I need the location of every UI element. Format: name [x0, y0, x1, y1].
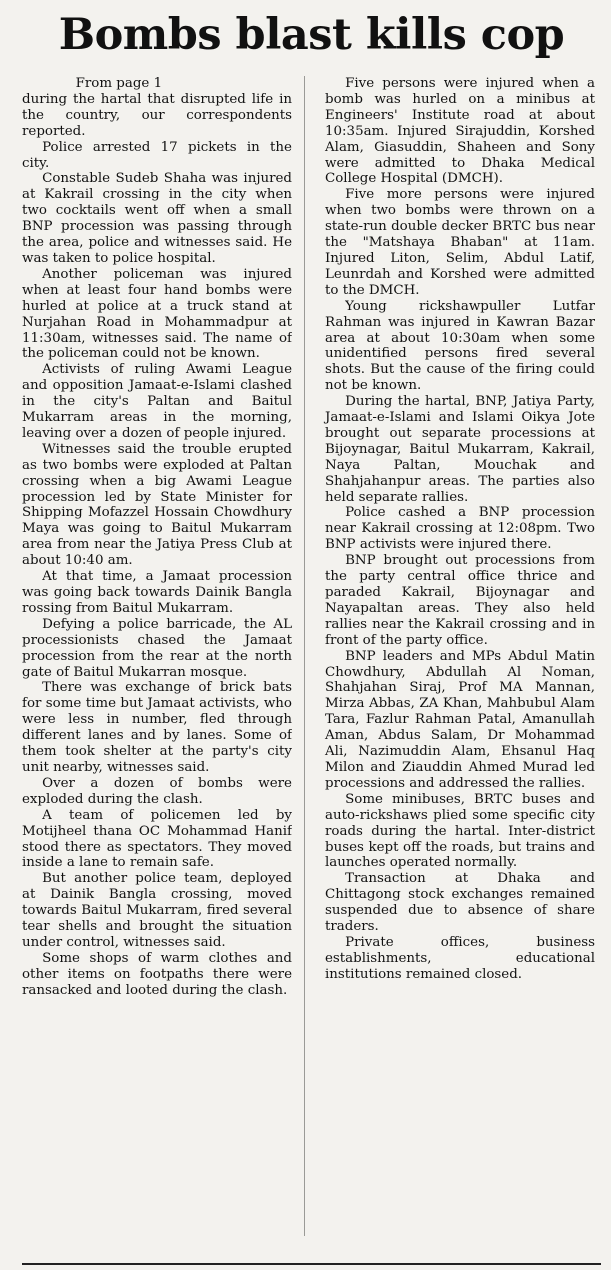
- paragraph: Some minibuses, BRTC buses and auto-rickshaws plied some specific city roads during the hartal. Inter-district buses kept off the roads, but trains and launches operated normally.: [325, 791, 595, 871]
- paragraph: A team of policemen led by Motijheel thana OC Mohammad Hanif stood there as spectators. They moved inside a lane to remain safe.: [22, 807, 292, 871]
- paragraph: But another police team, deployed at Dainik Bangla crossing, moved towards Baitul Mukarram, fired several tear shells and brought the situation under control, witnesses said.: [22, 871, 292, 950]
- paragraph: Constable Sudeb Shaha was injured at Kakrail crossing in the city when two cocktails went off when a small BNP procession was passing through the area, police and witnesses said. He was taken to police hospital.: [22, 171, 292, 266]
- paragraph: during the hartal that disrupted life in the country, our correspondents reported.: [22, 91, 292, 139]
- paragraph: BNP brought out processions from the party central office thrice and paraded Kakrail, Bijoynagar and Nayapaltan areas. They also held rallies near the Kakrail crossing and in front of the party office.: [325, 553, 595, 648]
- left-column: [22, 76, 292, 1236]
- paragraph: At that time, a Jamaat procession was going back towards Dainik Bangla rossing from Baitul Mukarram.: [22, 569, 292, 616]
- paragraph: Witnesses said the trouble erupted as two bombs were exploded at Paltan crossing when a big Awami League procession led by State Minister for Shipping Mofazzel Hossain Chowdhury Maya was going to Baitul Mukarram area from near the Jatiya Press Club at about 10:40 am.: [22, 441, 292, 569]
- paragraph: Five more persons were injured when two bombs were thrown on a state-run double decker BRTC bus near the "Matshaya Bhaban" at 11am. Injured Liton, Selim, Abdul Latif, Leunrdah and Korshed were admitted to the DMCH.: [325, 187, 595, 298]
- right-column: [304, 76, 595, 1236]
- headline: Bombs blast kills cop: [58, 10, 565, 60]
- paragraph: During the hartal, BNP, Jatiya Party, Jamaat-e-Islami and Islami Oikya Jote brought out separate processions at Bijoynagar, Baitul Mukarram, Kakrail, Naya Paltan, Mouchak and Shahjahanpur areas. The parties also held separate rallies.: [325, 394, 595, 505]
- paragraph: Another policeman was injured when at least four hand bombs were hurled at police at a truck stand at Nurjahan Road in Mohammadpur at 11:30am, witnesses said. The name of the policeman could not be known.: [22, 266, 292, 362]
- paragraph: Some shops of warm clothes and other items on footpaths there were ransacked and looted during the clash.: [22, 950, 292, 998]
- paragraph: Defying a police barricade, the AL processionists chased the Jamaat procession from the rear at the north gate of Baitul Mukarran mosque.: [22, 616, 292, 680]
- paragraph: Five persons were injured when a bomb was hurled on a minibus at Engineers' Institute road at about 10:35am. Injured Sirajuddin, Korshed Alam, Giasuddin, Shaheen and Sony were admitted to Dhaka Medical College Hospital (DMCH).: [325, 76, 595, 187]
- paragraph: Young rickshawpuller Lutfar Rahman was injured in Kawran Bazar area at about 10:30am when some unidentified persons fired several shots. But the cause of the firing could not be known.: [325, 298, 595, 394]
- paragraph: Private offices, business establishments, educational institutions remained closed.: [325, 934, 595, 982]
- paragraph: There was exchange of brick bats for some time but Jamaat activists, who were less in number, fled through different lanes and by lanes. Some of them took shelter at the party's city unit nearby, witnesses said.: [22, 680, 292, 775]
- paragraph: Police cashed a BNP procession near Kakrail crossing at 12:08pm. Two BNP activists were injured there.: [325, 505, 595, 553]
- paragraph: Over a dozen of bombs were exploded during the clash.: [22, 775, 292, 807]
- bottom-rule: [22, 1263, 601, 1265]
- paragraph: Activists of ruling Awami League and opposition Jamaat-e-Islami clashed in the city's Paltan and Baitul Mukarram areas in the morning, leaving over a dozen of people injured.: [22, 362, 292, 441]
- paragraph: BNP leaders and MPs Abdul Matin Chowdhury, Abdullah Al Noman, Shahjahan Siraj, Prof MA Mannan, Mirza Abbas, ZA Khan, Mahbubul Alam Tara, Fazlur Rahman Patal, Amanullah Aman, Abdus Salam, Dr Mohammad Ali, Nazimuddin Alam, Ehsanul Haq Milon and Ziauddin Ahmed Murad led processions and addressed the rallies.: [325, 648, 595, 791]
- article-body: [22, 76, 601, 1236]
- continuation-kicker: From page 1: [75, 76, 163, 91]
- paragraph: Police arrested 17 pickets in the city.: [22, 139, 292, 171]
- paragraph: Transaction at Dhaka and Chittagong stock exchanges remained suspended due to absence of share traders.: [325, 871, 595, 935]
